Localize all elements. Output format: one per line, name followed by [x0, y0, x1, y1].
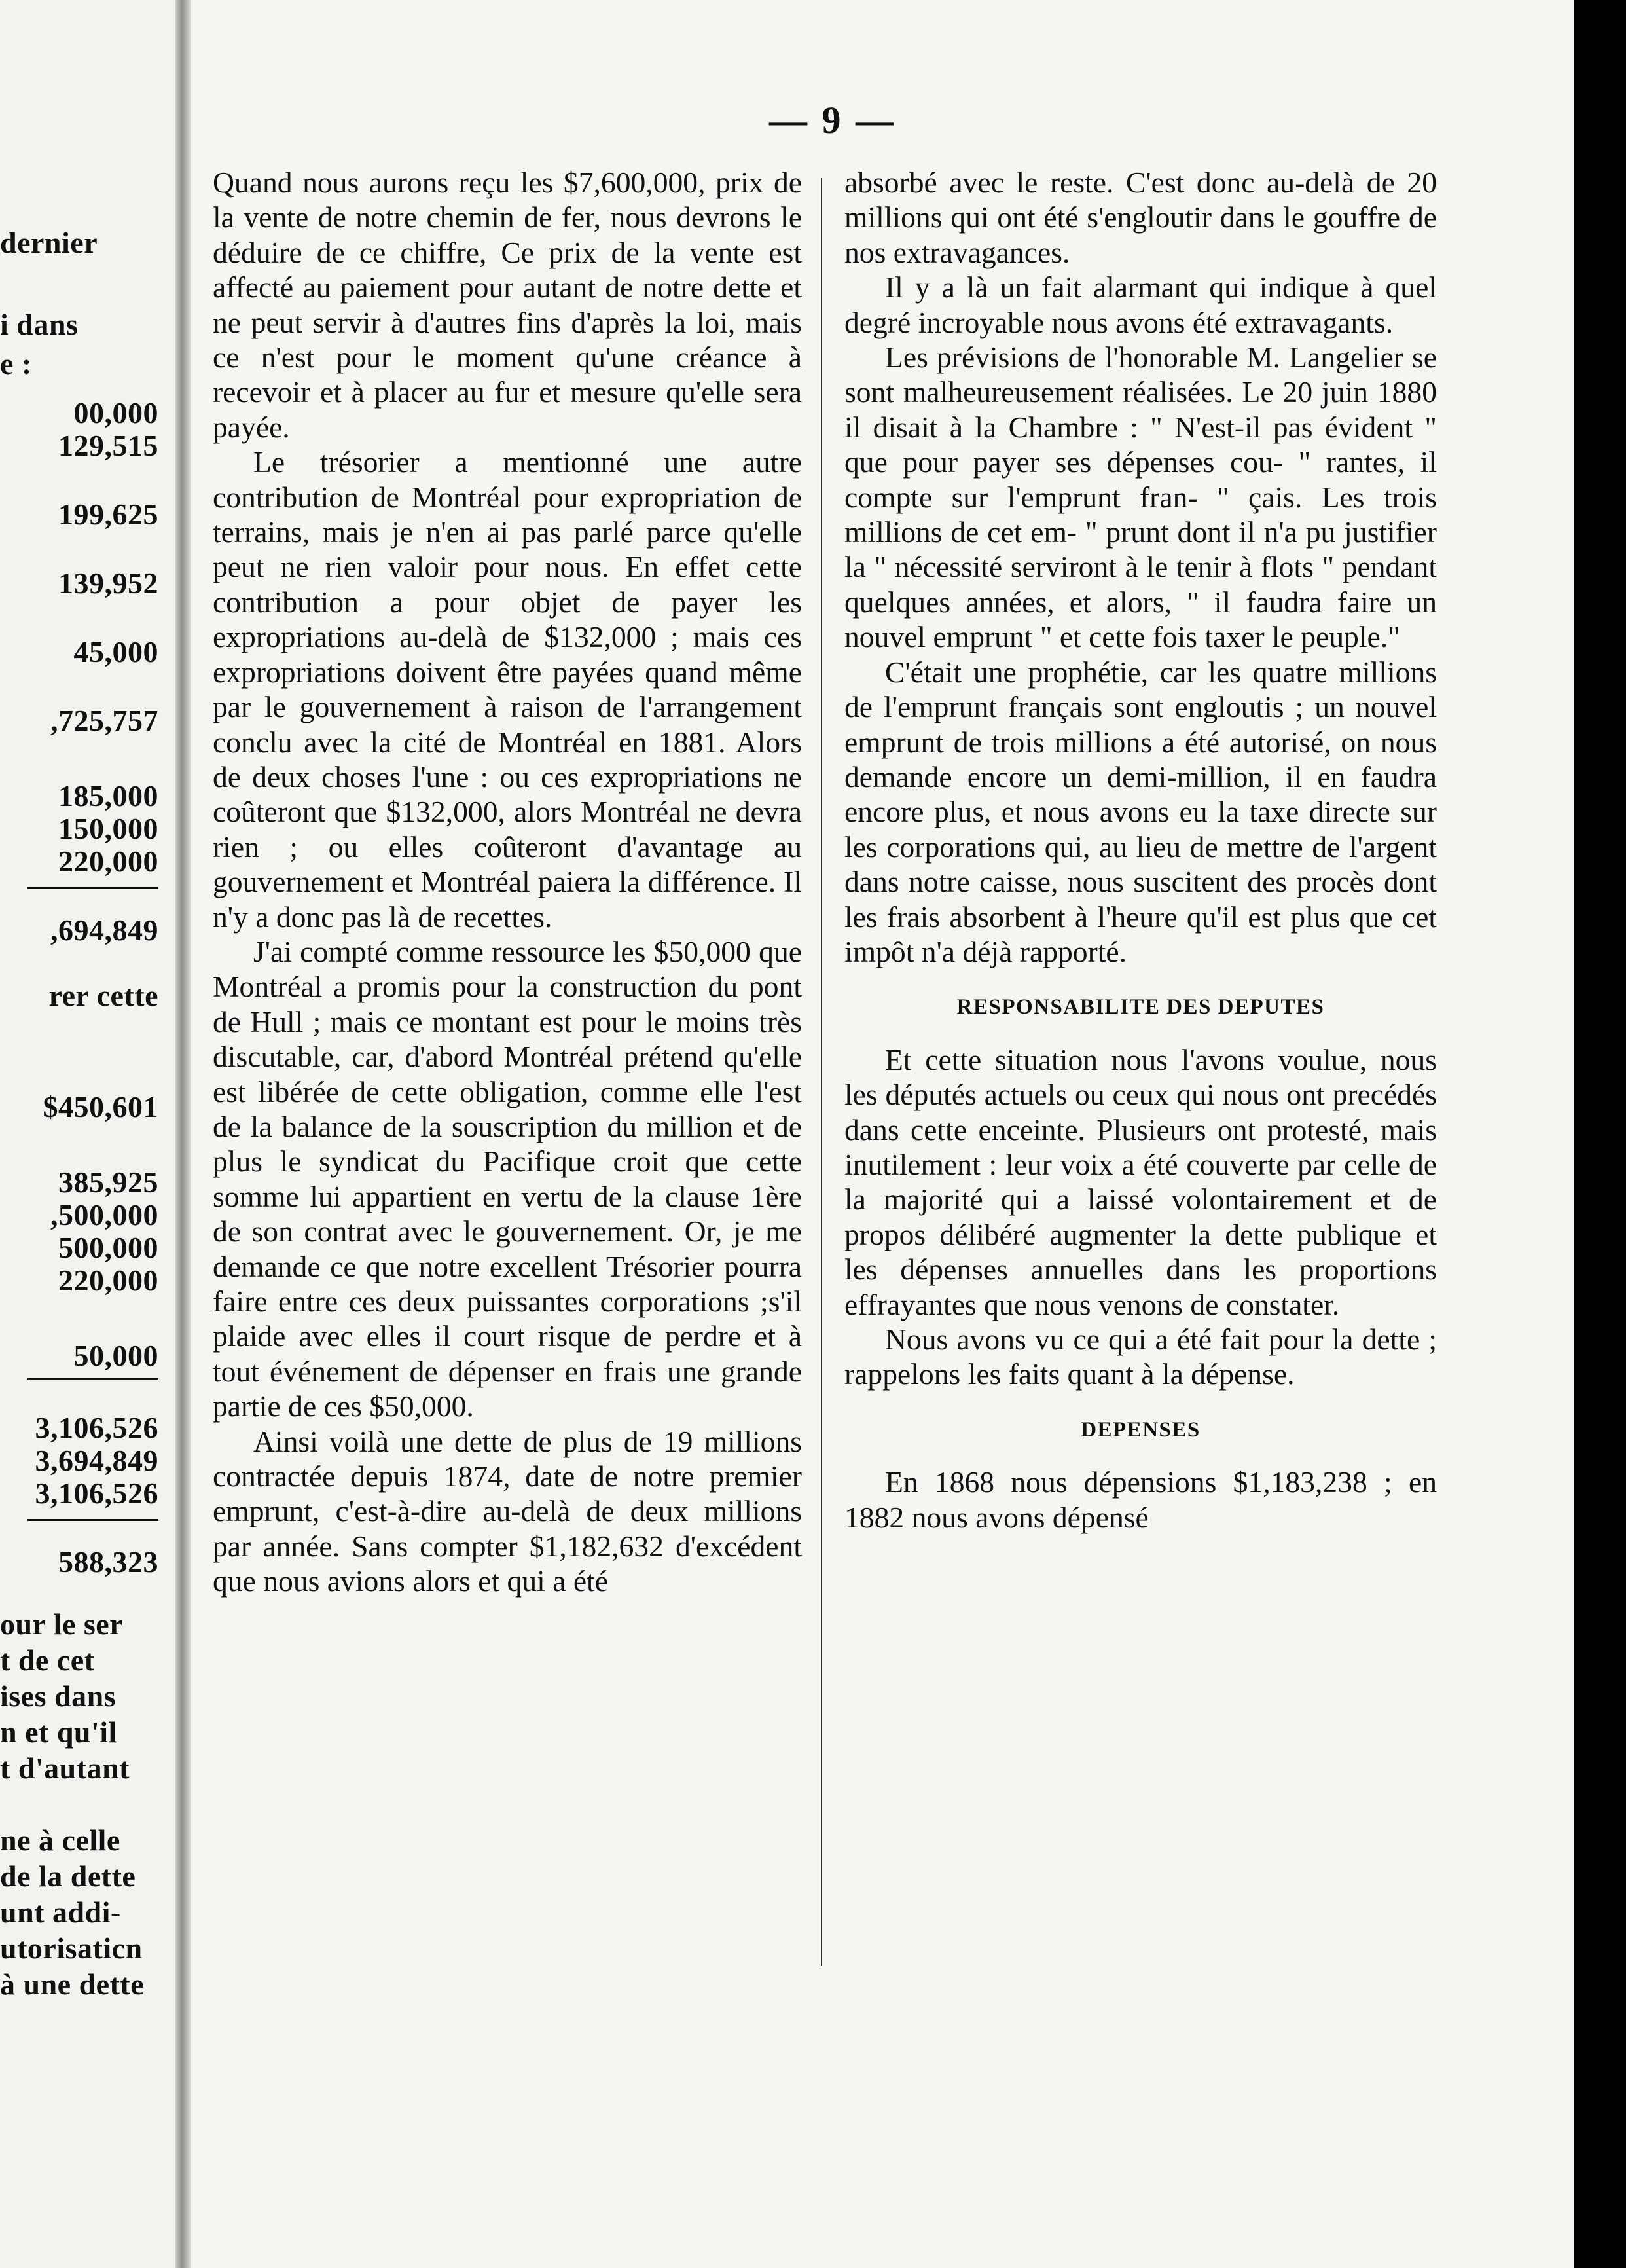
facing-page-line: 45,000 [73, 635, 158, 668]
book-gutter [175, 0, 191, 2268]
facing-page-fragment [0, 0, 175, 2268]
facing-page-line: 150,000 [58, 812, 158, 845]
paragraph: C'était une prophétie, car les quatre millions de l'emprunt français sont engloutis ; un nouvel emprunt de trois millions a été autorisé, on nous demande encore un demi-million, il en faudra encore plus, et nous avons eu la taxe directe sur les corporations qui, au lieu de mettre de l'argent dans notre caisse, nous suscitent des procès dont les frais absorbent à l'heure qu'il est plus que cet impôt n'a déjà rapporté. [844, 655, 1437, 968]
facing-page-line: t d'autant [0, 1751, 130, 1785]
paragraph: Quand nous aurons reçu les $7,600,000, prix de la vente de notre chemin de fer, nous devrons le déduire de ce chiffre, Ce prix de la vente est affecté au paiement pour autant de notre dette et ne peut servir à d'autres fins d'après la loi, mais ce n'est pour le moment qu'une créance à recevoir et à placer au fur et mesure qu'elle sera payée. [213, 166, 802, 444]
facing-page-line: 199,625 [58, 498, 158, 531]
sum-rule [27, 1378, 158, 1380]
sum-rule [27, 1519, 158, 1521]
facing-page-line: 220,000 [58, 845, 158, 878]
page-number: — 9 — [769, 99, 896, 141]
facing-page-line: ises dans [0, 1679, 117, 1713]
section-heading: RESPONSABILITE DES DEPUTES [956, 995, 1325, 1019]
facing-page-line: rer cette [48, 979, 158, 1012]
facing-page-line: our le ser [0, 1607, 124, 1641]
paragraph: Ainsi voilà une dette de plus de 19 millions contractée depuis 1874, date de notre premier emprunt, c'est-à-dire au-delà de deux millions par année. Sans compter $1,182,632 d'excédent que nous avions alors et qui a été [213, 1424, 802, 1598]
facing-page-line: 139,952 [58, 566, 158, 600]
facing-page-line: ne à celle [0, 1823, 120, 1857]
facing-page-line: ,500,000 [50, 1198, 158, 1232]
facing-page-line: i dans [0, 308, 79, 341]
facing-page-text [0, 0, 175, 2268]
facing-page-line: utorisaticn [0, 1931, 143, 1965]
paragraph: Nous avons vu ce qui a été fait pour la dette ; rappelons les faits quant à la dépense. [844, 1323, 1437, 1391]
facing-page-line: ,725,757 [50, 704, 158, 737]
facing-page-line: unt addi- [0, 1895, 121, 1929]
page-edge [1574, 0, 1626, 2268]
facing-page-line: 3,694,849 [35, 1444, 158, 1477]
facing-page-line: dernier [0, 226, 98, 259]
facing-page-line: 00,000 [73, 396, 158, 430]
facing-page-line: à une dette [0, 1967, 145, 2001]
facing-page-line: 50,000 [73, 1339, 158, 1372]
facing-page-line: 3,106,526 [35, 1476, 158, 1510]
right-column [844, 165, 1437, 1535]
paragraph: J'ai compté comme ressource les $50,000 que Montréal a promis pour la construction du pont de Hull ; mais ce montant est pour le moins très discutable, car, d'abord Montréal prétend qu'elle est libérée de cette obligation, comme elle l'est de la balance de la souscription du million et de plus le syndicat du Pacifique croit que cette somme lui appartient en vertu de la clause 1ère de son contrat avec le gouvernement. Or, je me demande ce que notre excellent Trésorier pourra faire entre ces deux puissantes corporations ;s'il plaide avec elles il court risque de perdre et à tout événement de dépenser en frais une grande partie de ces $50,000. [213, 934, 802, 1423]
facing-page-line: 500,000 [58, 1231, 158, 1264]
sum-rule [27, 887, 158, 889]
facing-page-line: 220,000 [58, 1264, 158, 1297]
facing-page-line: 129,515 [58, 429, 158, 462]
facing-page-line: ,694,849 [50, 913, 158, 947]
facing-page-line: 185,000 [58, 779, 158, 813]
paragraph: Il y a là un fait alarmant qui indique à quel degré incroyable nous avons été extravagants. [844, 270, 1437, 339]
facing-page-line: t de cet [0, 1643, 95, 1677]
facing-page-line: n et qu'il [0, 1715, 117, 1749]
facing-page-line: 385,925 [58, 1165, 158, 1199]
facing-page-line: de la dette [0, 1859, 136, 1893]
facing-page-line: $450,601 [43, 1090, 158, 1124]
section-heading: DEPENSES [1081, 1418, 1201, 1442]
column-divider [821, 178, 822, 1966]
paragraph: Le trésorier a mentionné une autre contribution de Montréal pour expropriation de terrains, mais je n'en ai pas parlé parce qu'elle peut ne rien valoir pour nous. En effet cette contribution a pour objet de payer les expropriations au-delà de $132,000 ; mais ces expropriations doivent être payées quand même par le gouvernement à raison de l'arrangement conclu avec la cité de Montréal en 1881. Alors de deux choses l'une : ou ces expropriations ne coûteront que $132,000, alors Montréal ne devra rien ; ou elles coûteront d'avantage au gouvernement et Montréal paiera la différence. Il n'y a donc pas là de recettes. [213, 445, 802, 934]
paragraph: absorbé avec le reste. C'est donc au-delà de 20 millions qui ont été s'engloutir dans le gouffre de nos extravagances. [844, 166, 1437, 269]
facing-page-line: 3,106,526 [35, 1411, 158, 1444]
paragraph: Et cette situation nous l'avons voulue, nous les députés actuels ou ceux qui nous ont precédés dans cette enceinte. Plusieurs ont protesté, mais inutilement : leur voix a été couverte par celle de la majorité qui a laissé volontairement et de propos délibéré augmenter la dette publique et les dépenses annuelles dans les proportions effrayantes que nous venons de constater. [844, 1042, 1437, 1321]
paragraph: En 1868 nous dépensions $1,183,238 ; en 1882 nous avons dépensé [844, 1465, 1437, 1534]
left-column [213, 165, 802, 1599]
paragraph: Les prévisions de l'honorable M. Langelier se sont malheureusement réalisées. Le 20 juin 1880 il disait à la Chambre : " N'est-il pas évident " que pour payer ses dépenses cou- " rantes, il compte sur l'emprunt fran- " çais. Les trois millions de cet em- " prunt dont il n'a pu justifier la " nécessité serviront à le tenir à flots " pendant quelques années, et alors, " il faudra faire un nouvel emprunt " et cette fois taxer le peuple." [844, 340, 1437, 654]
facing-page-line: e : [0, 347, 32, 380]
facing-page-line: 588,323 [58, 1545, 158, 1579]
